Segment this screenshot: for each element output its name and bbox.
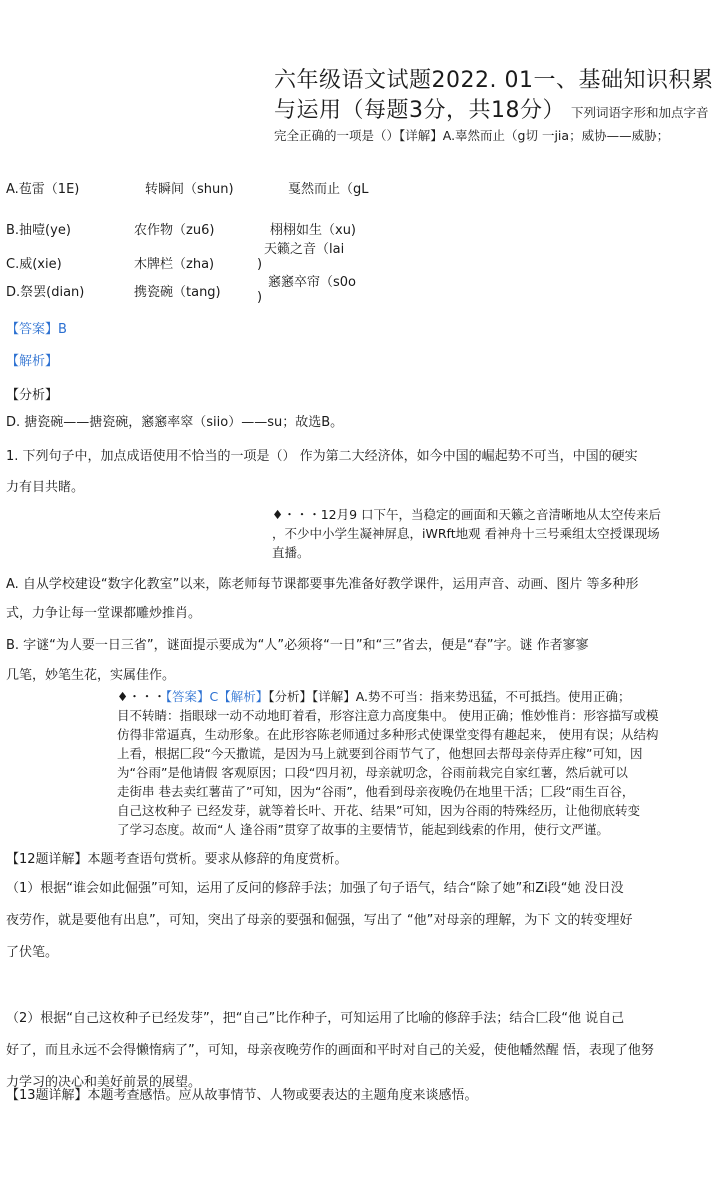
- question-1-line-1: 1. 下列句子中，加点成语使用不恰当的一项是（） 作为第二大经济体，如今中国的崛起势不可当，中国的硬实: [6, 449, 638, 464]
- explanation-first-line: [117, 687, 717, 706]
- paragraph-line: 夜劳作，就是要他有出息”，可知，突出了母亲的要强和倔强，写出了 “他”对母亲的理解，为下 文的转变埋好: [6, 913, 633, 928]
- explanation-line: 仿得非常逼真，生动形象。在此形容陈老师通过多种形式使课堂变得有趣起来， 使用有误；从结构: [117, 727, 659, 742]
- explanation-line: 目不转睛：指眼球一动不动地盯着看，形容注意力高度集中。 使用正确；惟妙惟肖：形容描写或模: [117, 708, 659, 723]
- option-a-line-1: A. 自从学校建设“数字化教室”以来，陈老师每节课都要事先准备好教学课件，运用声音、动画、图片 等多种形: [6, 577, 639, 592]
- title-line-2-suffix: 下列词语字形和加点字音: [571, 105, 709, 120]
- option-b-line-1: B. 字谜“为人要一日三省”，谜面提示要成为“人”必须将“一日”和“三”省去，便是“春”字。谜 作者寥寥: [6, 638, 589, 653]
- title-line-2-row: [274, 96, 714, 128]
- passage-line: ，不少中小学生凝神屏息，iWRft地观 看神舟十三号乘组太空授课现场: [272, 526, 660, 541]
- analysis-label: 【解析】: [6, 354, 59, 369]
- fenxi-label: 【分析】: [6, 388, 59, 403]
- explanation-line: 上看，根据匚段“今天撒谎，是因为马上就要到谷雨节气了，他想回去帮母亲侍弄庄稼”可知，因: [117, 746, 643, 761]
- question-1-line-2: 力有目共睹。: [6, 480, 85, 495]
- option-d-col1: D.祭罢(dian): [6, 285, 85, 300]
- option-a-line-2: 式，力争让每一堂课都雕炒推肖。: [6, 606, 202, 621]
- question-intro: 完全正确的一项是（）【详解】A.辜然而止（g切 一jia；威协——威胁；: [274, 128, 670, 143]
- explanation-line: 走街串 巷去卖红薯苗了”可知，因为“谷雨”，他看到母亲夜晚仍在地里干活；匚段“雨生百谷，: [117, 784, 635, 799]
- option-a-col3: 戛然而止（gL: [288, 182, 369, 197]
- option-c-col3: 天籁之音（lai: [264, 242, 345, 257]
- option-a-col1: A.苞雷（1E): [6, 182, 80, 197]
- explanation-d: D. 搪瓷碗——搪瓷碗，窸窸率窣（siio）——su；故选B。: [6, 415, 344, 430]
- title-line-2: 与运用（每题3分，共18分）: [274, 98, 565, 123]
- answer-label: 【答案】B: [6, 322, 67, 337]
- paragraph-line: （2）根据“自己这枚种子已经发芽”，把“自己”比作种子，可知运用了比喻的修辞手法；结合匚段“他 说自己: [6, 1011, 625, 1026]
- explanation-first-rest: 【分析】【详解】A.势不可当：指来势迅猛，不可抵挡。使用正确；: [268, 689, 631, 704]
- paragraph-line: （1）根据“谁会如此倔强”可知，运用了反问的修辞手法；加强了句子语气，结合“除了她”和Zi段“她 没日没: [6, 881, 624, 896]
- option-d-col3: 窸窸卒帘（s0o: [268, 275, 356, 290]
- q12-detail-label: 【12题详解】本题考查语句赏析。要求从修辞的角度赏析。: [6, 852, 348, 867]
- option-b-col3: 栩栩如生（xu): [270, 223, 357, 238]
- option-b-col1: B.抽噎(ye): [6, 223, 71, 238]
- option-c-bracket: ): [257, 257, 263, 272]
- explanation-line: 自己这枚种子 已经发芽，就等着长叶、开花、结果”可知，因为谷雨的特殊经历，让他彻底转变: [117, 803, 640, 818]
- passage-line: 直播。: [272, 545, 310, 560]
- q13-detail-label: 【13题详解】本题考查感悟。应从故事情节、人物或要表达的主题角度来谈感悟。: [6, 1088, 478, 1103]
- option-c-col1: C.威(xie): [6, 257, 62, 272]
- q12-paragraph-1: [6, 873, 718, 969]
- question-1-passage: [272, 505, 718, 562]
- option-b-col2: 农作物（zu6): [134, 223, 215, 238]
- option-b-line-2: 几笔，妙笔生花，实属佳作。: [6, 668, 176, 683]
- option-d-bracket: ): [257, 290, 263, 305]
- option-a-col2: 转瞬间（shun): [145, 182, 234, 197]
- answer-explanation-block: [117, 687, 717, 839]
- paragraph-line: 了伏笔。: [6, 945, 59, 960]
- title-line-1: 六年级语文试题2022. 01一、基础知识积累: [274, 68, 714, 93]
- document-title: [274, 66, 714, 128]
- bullet-prefix: ♦・・・: [117, 689, 166, 704]
- paragraph-line: 力学习的决心和美好前景的展望。: [6, 1075, 202, 1090]
- explanation-line: 为“谷雨”是他请假 客观原因；口段“四月初，母亲就叨念，谷雨前栽完自家红薯，然后就可以: [117, 765, 628, 780]
- paragraph-line: 好了，而且永远不会得懒惰病了”，可知，母亲夜晚劳作的画面和平时对自己的关爱，使他幡然醒 悟，表现了他努: [6, 1043, 654, 1058]
- explanation-line: 了学习态度。故而“人 逢谷雨”贯穿了故事的主要情节，能起到线索的作用，使行文严谨。: [117, 822, 609, 837]
- option-d-col2: 携瓷碗（tang): [134, 285, 221, 300]
- option-c-col2: 木牌栏（zha): [134, 257, 215, 272]
- answer-c-label: 【答案】C【解析】: [165, 689, 269, 704]
- passage-line: ♦・・・12月9 口下午，当稳定的画面和天籁之音清晰地从太空传来后: [272, 507, 662, 522]
